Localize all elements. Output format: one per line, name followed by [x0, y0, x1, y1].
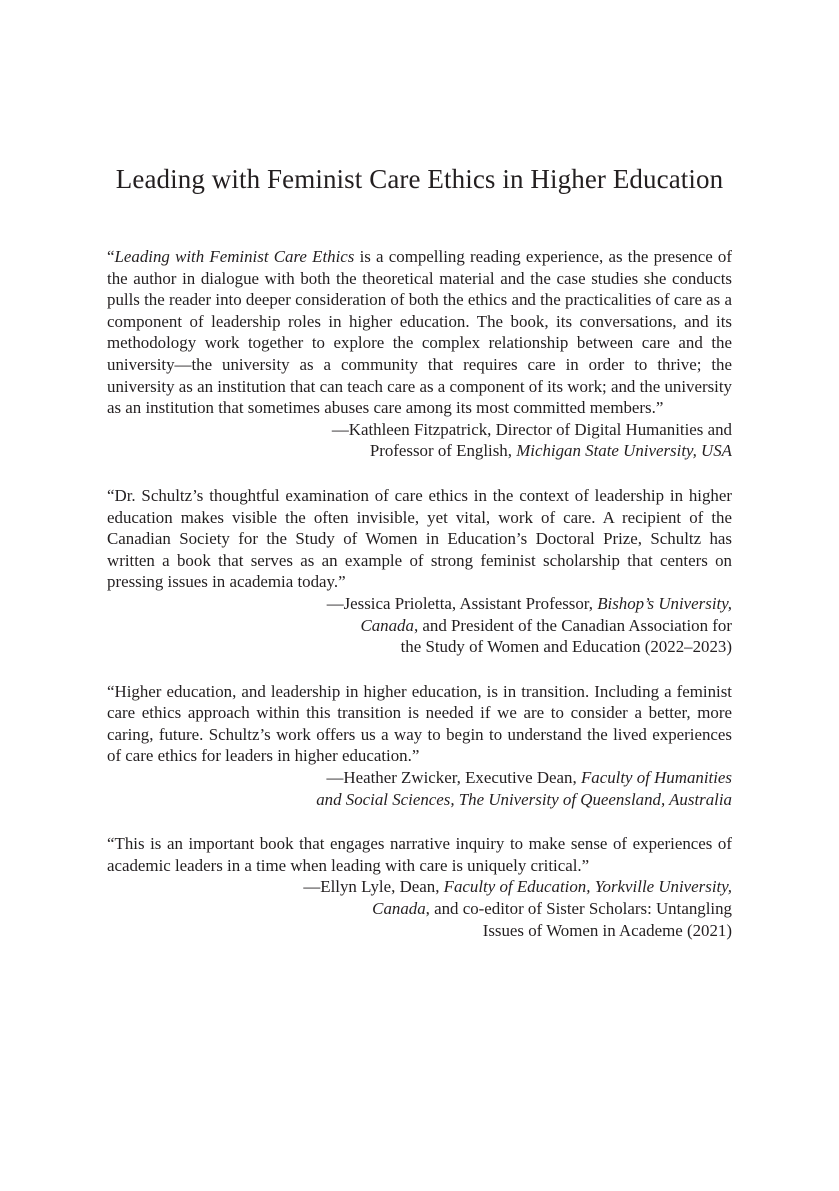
- endorsement-zwicker: [107, 681, 732, 811]
- attribution-line: [107, 440, 732, 462]
- endorsement-quote: [107, 246, 732, 419]
- attribution-line: —Kathleen Fitzpatrick, Director of Digital Humanities and: [331, 419, 732, 439]
- attribution-line: [107, 593, 732, 615]
- page-content: [107, 162, 732, 964]
- attribution-text: —Jessica Prioletta, Assistant Professor,: [326, 593, 598, 613]
- book-title-italic: Leading with Feminist Care Ethics: [114, 247, 355, 266]
- attribution-line: [107, 898, 732, 920]
- attribution-text: —Ellyn Lyle, Dean,: [303, 877, 444, 897]
- attribution-institution: Canada: [360, 615, 414, 635]
- endorsements-section: [107, 246, 732, 941]
- attribution-line: [107, 615, 732, 637]
- attribution-institution: Faculty of Education, Yorkville University,: [443, 877, 732, 897]
- endorsement-attribution: [107, 419, 732, 462]
- attribution-line: Issues of Women in Academe (2021): [482, 920, 732, 940]
- endorsement-quote: “Higher education, and leadership in higher education, is in transition. Including a feminist care ethics approach within this transition is needed if we are to consider a better, more caring, future. Schultz’s work offers us a way to begin to understand the lived experiences of care ethics for leaders in higher education.”: [107, 681, 732, 766]
- endorsement-quote: “This is an important book that engages narrative inquiry to make sense of experiences of academic leaders in a time when leading with care is uniquely critical.”: [107, 834, 732, 875]
- quote-open-mark: “: [107, 247, 115, 266]
- endorsement-attribution: [107, 593, 732, 658]
- attribution-institution: Canada: [372, 899, 426, 919]
- attribution-line: [107, 876, 732, 898]
- endorsement-attribution: [107, 767, 732, 810]
- attribution-line: [107, 789, 732, 811]
- attribution-text: , and President of the Canadian Association for: [413, 615, 732, 635]
- attribution-institution: Bishop’s University,: [597, 593, 732, 613]
- attribution-line: the Study of Women and Education (2022–2023): [400, 637, 732, 657]
- attribution-institution: and Social Sciences, The University of Queensland, Australia: [316, 789, 732, 809]
- attribution-text: Professor of English,: [369, 441, 517, 461]
- attribution-text: —Heather Zwicker, Executive Dean,: [326, 768, 581, 788]
- endorsement-fitzpatrick: [107, 246, 732, 462]
- attribution-institution: Michigan State University, USA: [516, 441, 732, 461]
- endorsement-prioletta: [107, 485, 732, 658]
- attribution-text: , and co-editor of Sister Scholars: Untangling: [425, 899, 732, 919]
- page-title: Leading with Feminist Care Ethics in Higher Education: [115, 164, 724, 194]
- endorsement-quote: “Dr. Schultz’s thoughtful examination of care ethics in the context of leadership in higher education makes visible the often invisible, yet vital, work of care. A recipient of the Canadian Society for the Study of Women in Education’s Doctoral Prize, Schultz has written a book that serves as an example of strong feminist scholarship that centers on pressing issues in academia today.”: [107, 485, 732, 592]
- endorsement-attribution: [107, 876, 732, 941]
- quote-text: is a compelling reading experience, as the presence of the author in dialogue with both the theoretical material and the case studies she conducts pulls the reader into deeper consideration of both the ethics and the practicalities of care as a component of leadership roles in higher education. The book, its conversations, and its methodology work together to explore the complex relationship between care and the university—the university as a community that requires care in order to thrive; the university as an institution that can teach care as a component of its work; and the university as an institution that sometimes abuses care among its most committed members.”: [107, 247, 732, 418]
- endorsement-lyle: [107, 833, 732, 941]
- attribution-institution: Faculty of Humanities: [580, 768, 732, 788]
- attribution-line: [107, 767, 732, 789]
